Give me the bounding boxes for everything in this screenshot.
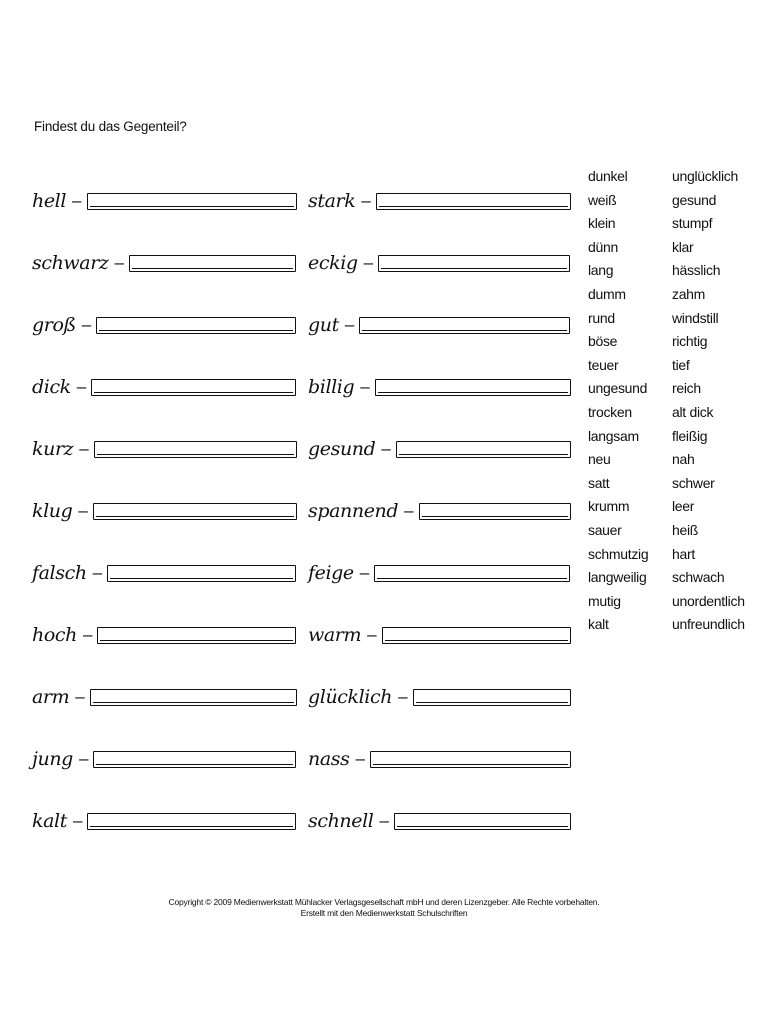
prompt-word: kalt bbox=[32, 810, 67, 832]
word-bank-item: hart bbox=[672, 545, 695, 562]
worksheet-heading: Findest du das Gegenteil? bbox=[34, 119, 187, 134]
word-bank-item: tief bbox=[672, 356, 690, 373]
word-bank-item: windstill bbox=[672, 309, 719, 326]
prompt-word: hell bbox=[32, 190, 67, 212]
answer-box[interactable] bbox=[376, 193, 571, 210]
prompt-word: falsch bbox=[32, 562, 87, 584]
answer-box[interactable] bbox=[93, 503, 297, 520]
word-bank-item: reich bbox=[672, 380, 701, 397]
dash-separator: – bbox=[355, 749, 365, 768]
exercise-row bbox=[32, 418, 297, 480]
prompt-word: dick bbox=[32, 376, 71, 398]
word-bank-item: krumm bbox=[588, 498, 630, 515]
prompt-word: glücklich bbox=[308, 686, 393, 708]
dash-separator: – bbox=[92, 563, 103, 582]
prompt-word: kurz bbox=[32, 438, 74, 460]
word-bank-item: dunkel bbox=[588, 168, 628, 184]
answer-box[interactable] bbox=[375, 379, 571, 396]
prompt-word: schwarz bbox=[32, 252, 109, 274]
exercise-row bbox=[308, 728, 571, 790]
prompt-word: schnell bbox=[308, 810, 374, 832]
exercise-row bbox=[308, 418, 571, 480]
word-bank-item: alt dick bbox=[672, 403, 714, 420]
prompt-word: spannend bbox=[308, 500, 399, 522]
word-bank-item: teuer bbox=[588, 356, 619, 373]
word-bank-item: hässlich bbox=[672, 262, 721, 279]
answer-box[interactable] bbox=[93, 751, 296, 768]
word-bank-item: klein bbox=[588, 215, 616, 232]
exercise-row bbox=[32, 294, 297, 356]
dash-separator: – bbox=[78, 501, 88, 520]
prompt-word: nass bbox=[308, 748, 350, 770]
prompt-word: stark bbox=[308, 190, 356, 212]
dash-separator: – bbox=[363, 253, 374, 272]
exercise-row bbox=[32, 666, 297, 728]
answer-box[interactable] bbox=[91, 379, 296, 396]
word-bank-item: sauer bbox=[588, 521, 622, 538]
word-bank-item: weiß bbox=[588, 191, 617, 208]
exercise-row bbox=[308, 480, 571, 542]
dash-separator: – bbox=[360, 377, 370, 396]
word-bank-item: satt bbox=[588, 474, 610, 491]
word-bank-column-b bbox=[672, 165, 745, 637]
dash-separator: – bbox=[359, 563, 370, 582]
dash-separator: – bbox=[361, 191, 371, 210]
answer-box[interactable] bbox=[107, 565, 296, 582]
word-bank-item: langsam bbox=[588, 427, 639, 444]
word-bank-item: ungesund bbox=[588, 380, 648, 397]
prompt-word: billig bbox=[308, 376, 355, 398]
answer-box[interactable] bbox=[394, 813, 571, 830]
dash-separator: – bbox=[78, 749, 89, 768]
exercise-row bbox=[308, 604, 571, 666]
dash-separator: – bbox=[381, 439, 391, 458]
exercise-row bbox=[32, 604, 297, 666]
word-bank-column-a bbox=[588, 165, 648, 637]
dash-separator: – bbox=[344, 315, 355, 334]
answer-box[interactable] bbox=[413, 689, 571, 706]
dash-separator: – bbox=[79, 439, 89, 458]
exercise-row bbox=[308, 232, 571, 294]
dash-separator: – bbox=[82, 625, 93, 644]
answer-box[interactable] bbox=[94, 441, 297, 458]
exercise-row bbox=[308, 790, 571, 852]
exercise-row bbox=[32, 728, 297, 790]
dash-separator: – bbox=[72, 191, 82, 210]
credit-line: Erstellt mit den Medienwerkstatt Schulschriften bbox=[300, 908, 468, 918]
exercise-row bbox=[308, 294, 571, 356]
word-bank-item: neu bbox=[588, 451, 611, 468]
word-bank-item: dumm bbox=[588, 285, 626, 302]
word-bank-item: zahm bbox=[672, 285, 706, 302]
answer-box[interactable] bbox=[396, 441, 571, 458]
dash-separator: – bbox=[367, 625, 377, 644]
word-bank-item: mutig bbox=[588, 592, 621, 609]
prompt-word: hoch bbox=[32, 624, 77, 646]
word-bank-item: böse bbox=[588, 333, 618, 350]
word-bank-item: nah bbox=[672, 451, 695, 468]
exercise-row bbox=[308, 666, 571, 728]
exercise-row bbox=[308, 356, 571, 418]
word-bank-item: trocken bbox=[588, 403, 632, 420]
word-bank-item: fleißig bbox=[672, 427, 708, 444]
word-bank-item: richtig bbox=[672, 333, 708, 350]
word-bank-item: kalt bbox=[588, 616, 609, 633]
prompt-word: eckig bbox=[308, 252, 358, 274]
exercise-row bbox=[32, 542, 297, 604]
prompt-word: warm bbox=[308, 624, 362, 646]
exercise-row bbox=[32, 170, 297, 232]
word-bank-item: langweilig bbox=[588, 569, 647, 586]
answer-box[interactable] bbox=[96, 317, 296, 334]
exercise-column-left bbox=[32, 170, 297, 852]
answer-box[interactable] bbox=[359, 317, 570, 334]
word-bank-item: gesund bbox=[672, 191, 717, 208]
exercise-row bbox=[32, 480, 297, 542]
exercise-row bbox=[32, 356, 297, 418]
word-bank-item: rund bbox=[588, 309, 615, 326]
exercise-row bbox=[32, 790, 297, 852]
word-bank-item: heiß bbox=[672, 521, 699, 538]
exercise-row bbox=[32, 232, 297, 294]
prompt-word: klug bbox=[32, 500, 73, 522]
word-bank-item: stumpf bbox=[672, 215, 713, 232]
dash-separator: – bbox=[75, 687, 85, 706]
answer-box[interactable] bbox=[87, 193, 297, 210]
exercise-column-right bbox=[308, 170, 571, 852]
dash-separator: – bbox=[76, 377, 87, 396]
prompt-word: groß bbox=[32, 314, 76, 336]
word-bank-item: unglücklich bbox=[672, 168, 738, 184]
word-bank-item: lang bbox=[588, 262, 614, 279]
answer-box[interactable] bbox=[129, 255, 296, 272]
answer-box[interactable] bbox=[374, 565, 570, 582]
answer-box[interactable] bbox=[370, 751, 571, 768]
word-bank-item: klar bbox=[672, 238, 694, 255]
exercise-row bbox=[308, 170, 571, 232]
prompt-word: feige bbox=[308, 562, 354, 584]
answer-box[interactable] bbox=[97, 627, 296, 644]
answer-box[interactable] bbox=[87, 813, 296, 830]
dash-separator: – bbox=[404, 501, 414, 520]
answer-box[interactable] bbox=[90, 689, 297, 706]
dash-separator: – bbox=[114, 253, 124, 272]
word-bank-item: leer bbox=[672, 498, 695, 515]
prompt-word: gut bbox=[308, 314, 339, 336]
dash-separator: – bbox=[72, 811, 83, 830]
word-bank-item: dünn bbox=[588, 238, 618, 255]
word-bank-item: schwer bbox=[672, 474, 715, 491]
dash-separator: – bbox=[81, 315, 92, 334]
prompt-word: jung bbox=[32, 748, 73, 770]
dash-separator: – bbox=[398, 687, 408, 706]
word-bank-item: unordentlich bbox=[672, 592, 745, 609]
word-bank-item: schmutzig bbox=[588, 545, 649, 562]
word-bank-item: schwach bbox=[672, 569, 725, 586]
answer-box[interactable] bbox=[382, 627, 571, 644]
answer-box[interactable] bbox=[378, 255, 570, 272]
exercise-row bbox=[308, 542, 571, 604]
copyright-footer bbox=[0, 897, 768, 919]
dash-separator: – bbox=[379, 811, 389, 830]
copyright-line: Copyright © 2009 Medienwerkstatt Mühlacker Verlagsgesellschaft mbH und deren Lizenzgeber. Alle Rechte vorbehalten. bbox=[168, 897, 600, 907]
word-bank-item: unfreundlich bbox=[672, 616, 745, 633]
answer-box[interactable] bbox=[419, 503, 571, 520]
prompt-word: gesund bbox=[308, 438, 376, 460]
prompt-word: arm bbox=[32, 686, 70, 708]
